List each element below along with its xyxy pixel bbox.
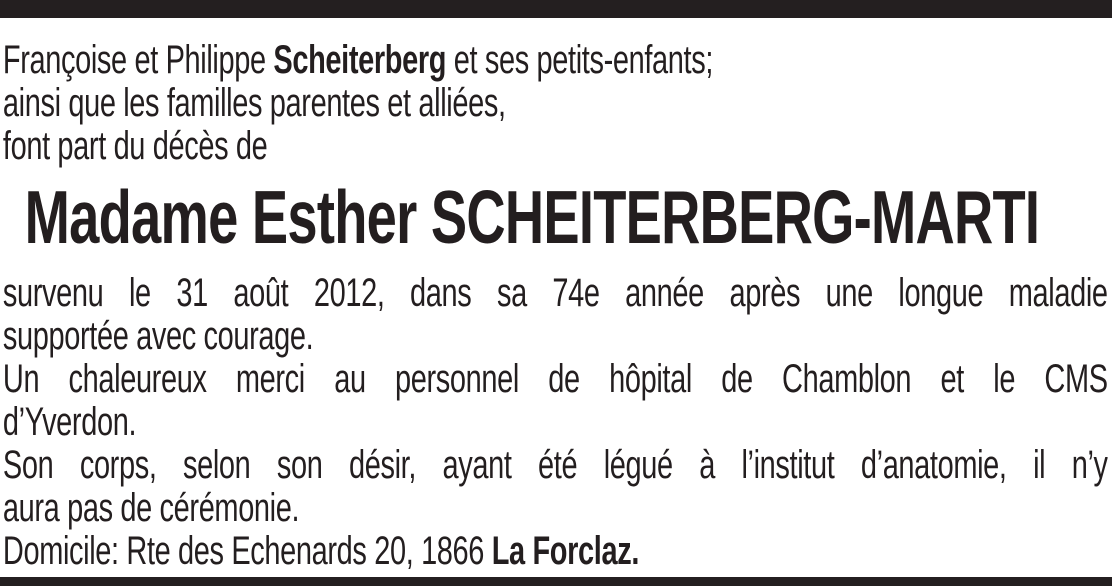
domicile-line <box>3 530 1108 573</box>
body-line-1: survenu le 31 août 2012, dans sa 74e année après une longue maladie <box>2 272 1108 315</box>
notice-content <box>3 18 1108 573</box>
intro-line-3: font part du décès de <box>2 124 268 168</box>
intro-line-1-rest: et ses petits-enfants; <box>446 38 714 82</box>
deceased-name-text: Madame Esther SCHEITERBERG-MARTI <box>24 175 1040 259</box>
body-line-6: aura pas de cérémonie. <box>2 487 300 530</box>
intro-line-1 <box>3 39 1108 82</box>
deceased-name-headline <box>25 174 1108 260</box>
body-line-4: d’Yverdon. <box>2 401 137 444</box>
intro-paragraph <box>3 18 1108 168</box>
domicile-text: Domicile: Rte des Echenards 20, 1866 <box>2 530 492 573</box>
intro-line-2: ainsi que les familles parentes et alliées, <box>2 81 506 125</box>
bottom-rule <box>0 577 1112 586</box>
body-line-5: Son corps, selon son désir, ayant été légué à l’institut d’anatomie, il n’y <box>2 444 1108 487</box>
family-name-bold: Scheiterberg <box>273 38 447 82</box>
intro-line-1-text: Françoise et Philippe <box>2 38 274 82</box>
body-line-3: Un chaleureux merci au personnel de hôpital de Chamblon et le CMS <box>2 358 1108 401</box>
body-line-2: supportée avec courage. <box>2 315 314 358</box>
top-rule <box>0 0 1112 18</box>
domicile-place-bold: La Forclaz. <box>491 530 640 573</box>
